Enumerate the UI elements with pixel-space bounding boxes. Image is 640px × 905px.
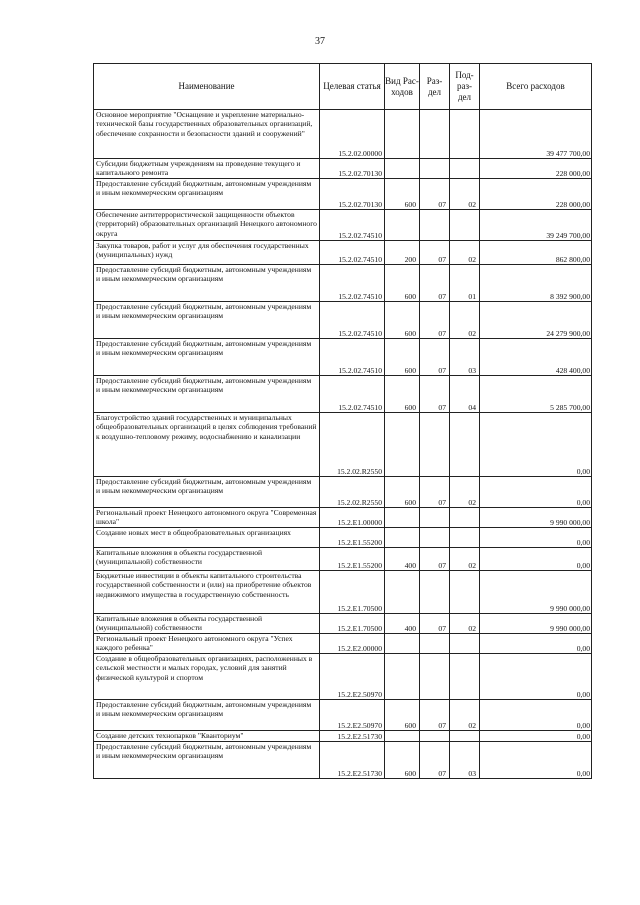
row-podrazdel (450, 634, 480, 654)
row-name: Предоставление субсидий бюджетным, автономным учреждениям и иным некоммерческим организациям (94, 339, 320, 376)
row-vid (385, 159, 420, 179)
row-name: Капитальные вложения в объекты государственной (муниципальной) собственности (94, 614, 320, 634)
table-row (94, 700, 592, 731)
row-razdel (420, 413, 450, 477)
row-code: 15.2.02.00000 (320, 110, 385, 159)
row-code: 15.2.E2.51730 (320, 731, 385, 742)
row-code: 15.2.E2.50970 (320, 700, 385, 731)
row-razdel (420, 571, 450, 614)
row-razdel: 07 (420, 477, 450, 508)
expenditure-table (93, 63, 592, 779)
row-razdel: 07 (420, 700, 450, 731)
row-amount: 0,00 (480, 528, 592, 548)
row-razdel: 07 (420, 548, 450, 571)
row-name: Предоставление субсидий бюджетным, автономным учреждениям и иным некоммерческим организациям (94, 302, 320, 339)
row-razdel (420, 654, 450, 700)
row-name: Предоставление субсидий бюджетным, автономным учреждениям и иным некоммерческим организациям (94, 376, 320, 413)
row-name: Создание новых мест в общеобразовательных организациях (94, 528, 320, 548)
row-podrazdel (450, 159, 480, 179)
row-podrazdel: 02 (450, 179, 480, 210)
row-razdel: 07 (420, 302, 450, 339)
row-name: Основное мероприятие "Оснащение и укрепление материально-технической базы государственных образовательных организаций, обеспечение сохранности и безопасности зданий и сооружений" (94, 110, 320, 159)
row-name: Предоставление субсидий бюджетным, автономным учреждениям и иным некоммерческим организациям (94, 477, 320, 508)
row-podrazdel: 02 (450, 614, 480, 634)
row-razdel: 07 (420, 339, 450, 376)
row-code: 15.2.E1.70500 (320, 614, 385, 634)
row-code: 15.2.E1.70500 (320, 571, 385, 614)
row-amount: 428 400,00 (480, 339, 592, 376)
row-code: 15.2.02.74510 (320, 376, 385, 413)
row-name: Предоставление субсидий бюджетным, автономным учреждениям и иным некоммерческим организациям (94, 179, 320, 210)
row-amount: 0,00 (480, 634, 592, 654)
row-code: 15.2.02.R2550 (320, 477, 385, 508)
table-row (94, 413, 592, 477)
row-code: 15.2.E2.50970 (320, 654, 385, 700)
row-name: Создание в общеобразовательных организациях, расположенных в сельской местности и малых городах, условий для занятий физической культурой и спортом (94, 654, 320, 700)
row-vid: 600 (385, 376, 420, 413)
row-amount: 0,00 (480, 477, 592, 508)
table-row (94, 110, 592, 159)
row-razdel: 07 (420, 614, 450, 634)
row-vid: 200 (385, 241, 420, 265)
row-podrazdel: 03 (450, 339, 480, 376)
row-razdel: 07 (420, 265, 450, 302)
header-razdel: Раз- дел (420, 64, 450, 110)
row-name: Бюджетные инвестиции в объекты капитального строительства государственной собственности и (или) на приобретение объектов недвижимого имущества в государственную собственность (94, 571, 320, 614)
row-code: 15.2.E2.51730 (320, 742, 385, 779)
header-vid: Вид Рас- ходов (385, 64, 420, 110)
row-code: 15.2.02.74510 (320, 265, 385, 302)
row-podrazdel (450, 413, 480, 477)
row-name: Предоставление субсидий бюджетным, автономным учреждениям и иным некоммерческим организациям (94, 700, 320, 731)
row-vid: 600 (385, 265, 420, 302)
table-row (94, 654, 592, 700)
row-name: Создание детских технопарков "Кванториум" (94, 731, 320, 742)
row-vid: 600 (385, 179, 420, 210)
row-name: Закупка товаров, работ и услуг для обеспечения государственных (муниципальных) нужд (94, 241, 320, 265)
table-row (94, 571, 592, 614)
table-row (94, 159, 592, 179)
row-podrazdel (450, 110, 480, 159)
row-podrazdel: 02 (450, 241, 480, 265)
row-code: 15.2.E1.55200 (320, 548, 385, 571)
row-vid (385, 634, 420, 654)
row-vid: 600 (385, 339, 420, 376)
row-name: Региональный проект Ненецкого автономного округа "Успех каждого ребенка" (94, 634, 320, 654)
header-name: Наименование (94, 64, 320, 110)
row-podrazdel: 03 (450, 742, 480, 779)
row-code: 15.2.E2.00000 (320, 634, 385, 654)
row-razdel: 07 (420, 179, 450, 210)
row-razdel (420, 210, 450, 241)
table-header-row (94, 64, 592, 110)
row-vid (385, 731, 420, 742)
row-razdel: 07 (420, 376, 450, 413)
row-razdel (420, 110, 450, 159)
table-row (94, 376, 592, 413)
row-vid (385, 571, 420, 614)
row-razdel (420, 508, 450, 528)
row-razdel (420, 159, 450, 179)
row-amount: 39 477 700,00 (480, 110, 592, 159)
row-razdel (420, 528, 450, 548)
row-code: 15.2.02.R2550 (320, 413, 385, 477)
row-vid (385, 110, 420, 159)
row-podrazdel: 02 (450, 548, 480, 571)
row-podrazdel: 02 (450, 700, 480, 731)
row-amount: 862 800,00 (480, 241, 592, 265)
row-name: Предоставление субсидий бюджетным, автономным учреждениям и иным некоммерческим организациям (94, 742, 320, 779)
row-amount: 5 285 700,00 (480, 376, 592, 413)
row-podrazdel (450, 571, 480, 614)
table-row (94, 241, 592, 265)
table-row (94, 210, 592, 241)
row-amount: 0,00 (480, 742, 592, 779)
row-podrazdel (450, 528, 480, 548)
header-code: Целевая статья (320, 64, 385, 110)
row-podrazdel: 01 (450, 265, 480, 302)
row-amount: 9 990 000,00 (480, 571, 592, 614)
table-row (94, 548, 592, 571)
row-vid: 400 (385, 614, 420, 634)
row-amount: 0,00 (480, 548, 592, 571)
row-code: 15.2.02.74510 (320, 302, 385, 339)
row-amount: 0,00 (480, 654, 592, 700)
row-amount: 24 279 900,00 (480, 302, 592, 339)
row-vid (385, 210, 420, 241)
row-amount: 9 990 000,00 (480, 508, 592, 528)
row-vid: 600 (385, 742, 420, 779)
row-name: Обеспечение антитеррористической защищенности объектов (территорий) образовательных организаций Ненецкого автономного округа (94, 210, 320, 241)
row-name: Предоставление субсидий бюджетным, автономным учреждениям и иным некоммерческим организациям (94, 265, 320, 302)
row-code: 15.2.02.74510 (320, 241, 385, 265)
table-row (94, 634, 592, 654)
row-vid (385, 508, 420, 528)
table-body (94, 110, 592, 779)
row-amount: 9 990 000,00 (480, 614, 592, 634)
row-vid (385, 413, 420, 477)
table-row (94, 731, 592, 742)
table-row (94, 339, 592, 376)
row-amount: 0,00 (480, 413, 592, 477)
row-amount: 0,00 (480, 731, 592, 742)
row-podrazdel (450, 654, 480, 700)
table-row (94, 179, 592, 210)
table-row (94, 742, 592, 779)
row-amount: 228 000,00 (480, 159, 592, 179)
row-vid: 400 (385, 548, 420, 571)
row-name: Капитальные вложения в объекты государственной (муниципальной) собственности (94, 548, 320, 571)
row-podrazdel (450, 508, 480, 528)
table-row (94, 302, 592, 339)
row-amount: 8 392 900,00 (480, 265, 592, 302)
row-podrazdel: 02 (450, 477, 480, 508)
row-amount: 39 249 700,00 (480, 210, 592, 241)
row-code: 15.2.02.74510 (320, 210, 385, 241)
row-vid: 600 (385, 700, 420, 731)
table-row (94, 614, 592, 634)
row-vid: 600 (385, 477, 420, 508)
row-code: 15.2.E1.55200 (320, 528, 385, 548)
header-podrazdel: Под- раз- дел (450, 64, 480, 110)
row-vid: 600 (385, 302, 420, 339)
row-podrazdel (450, 210, 480, 241)
row-razdel (420, 731, 450, 742)
page-number: 37 (315, 36, 325, 47)
table-row (94, 528, 592, 548)
row-code: 15.2.02.70130 (320, 179, 385, 210)
row-name: Благоустройство зданий государственных и муниципальных общеобразовательных организаций в целях соблюдения требований к воздушно-тепловому режиму, водоснабжению и канализации (94, 413, 320, 477)
row-podrazdel: 02 (450, 302, 480, 339)
row-razdel: 07 (420, 742, 450, 779)
row-code: 15.2.02.74510 (320, 339, 385, 376)
row-razdel (420, 634, 450, 654)
header-total: Всего расходов (480, 64, 592, 110)
row-podrazdel (450, 731, 480, 742)
row-amount: 0,00 (480, 700, 592, 731)
row-amount: 228 000,00 (480, 179, 592, 210)
row-name: Субсидии бюджетным учреждениям на проведение текущего и капитального ремонта (94, 159, 320, 179)
row-vid (385, 654, 420, 700)
row-code: 15.2.02.70130 (320, 159, 385, 179)
row-razdel: 07 (420, 241, 450, 265)
table-row (94, 477, 592, 508)
row-name: Региональный проект Ненецкого автономного округа "Современная школа" (94, 508, 320, 528)
row-vid (385, 528, 420, 548)
table-row (94, 265, 592, 302)
table-row (94, 508, 592, 528)
row-code: 15.2.E1.00000 (320, 508, 385, 528)
row-podrazdel: 04 (450, 376, 480, 413)
